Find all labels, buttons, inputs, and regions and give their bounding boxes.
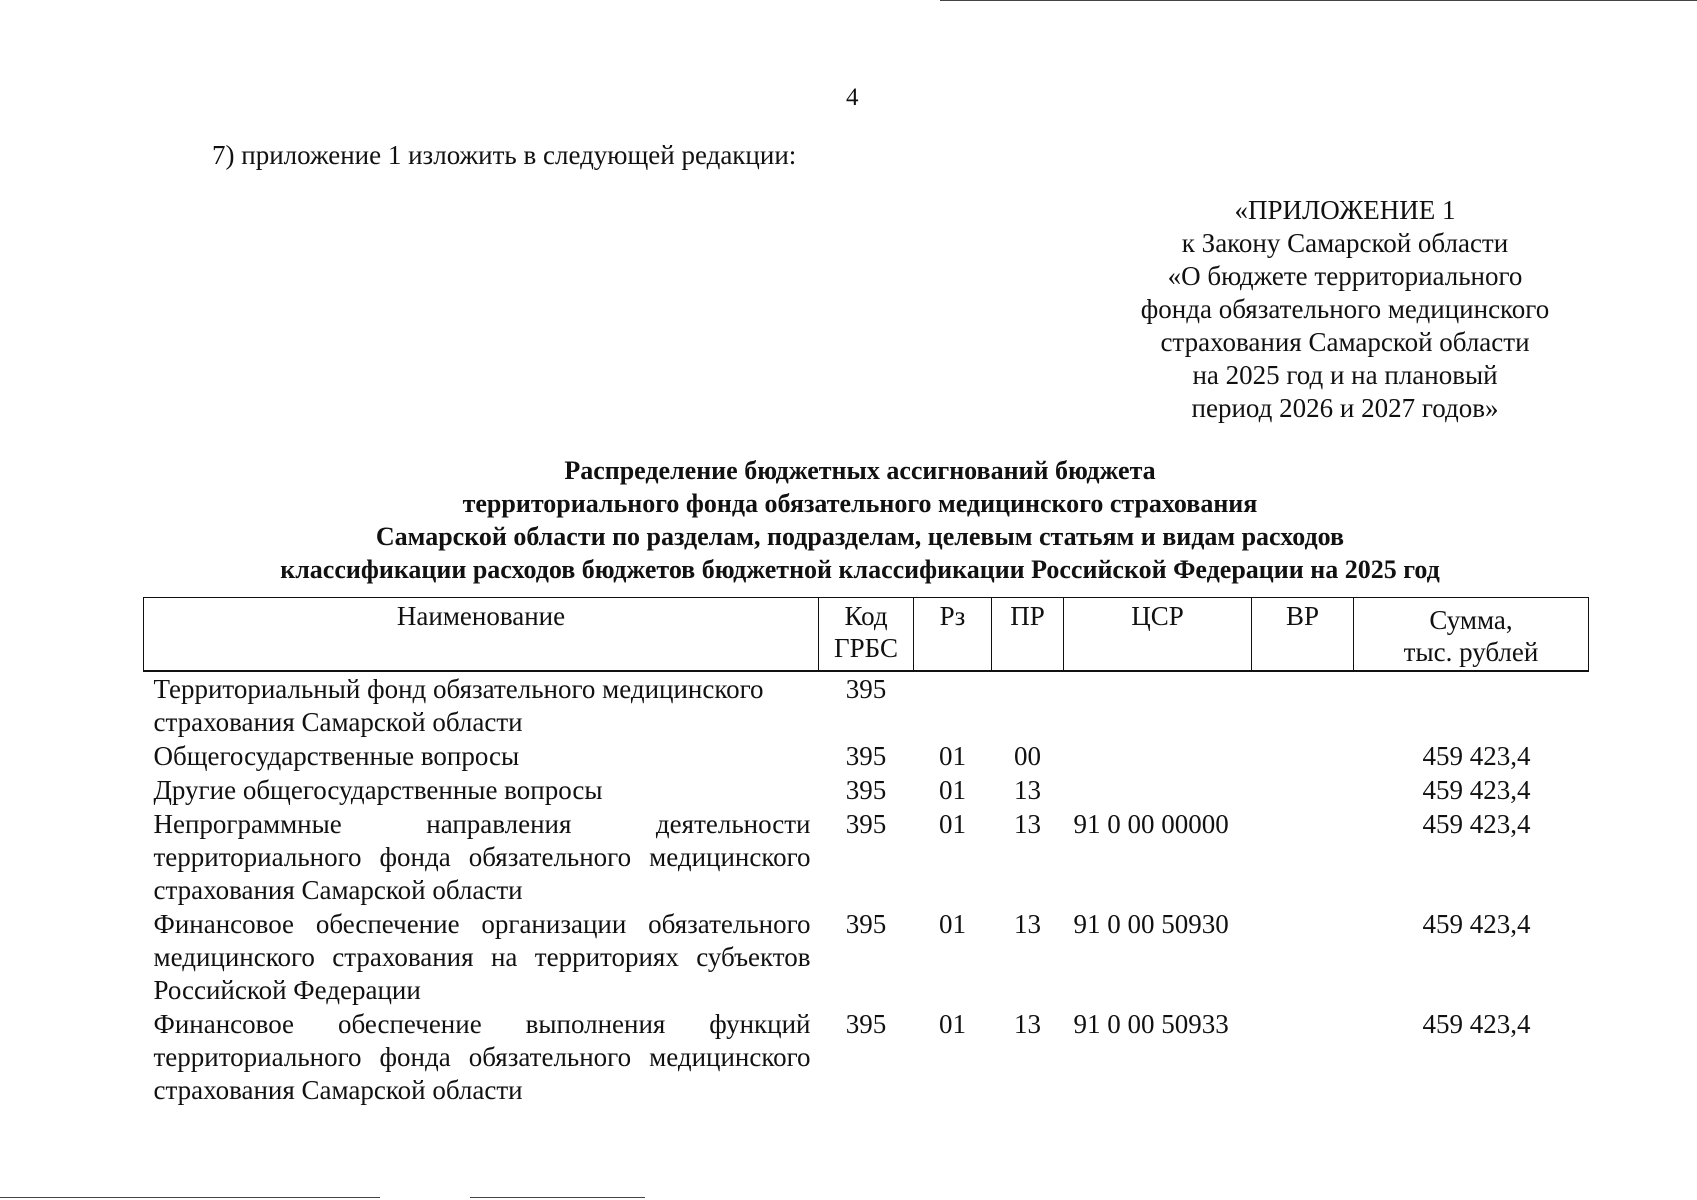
table-row <box>144 671 1589 739</box>
header-name: Наименование <box>144 598 819 672</box>
cell-vr <box>1252 1007 1354 1107</box>
cell-csr <box>1064 739 1252 773</box>
title-line: классификации расходов бюджетов бюджетной классификации Российской Федерации на 2025 год <box>280 555 1440 584</box>
appendix-line: к Закону Самарской области <box>1181 228 1509 258</box>
scan-edge-bottom-mid <box>470 1197 645 1198</box>
appendix-line: период 2026 и 2027 годов» <box>1191 393 1499 423</box>
cell-rz: 01 <box>939 775 966 805</box>
cell-name: Территориальный фонд обязательного медицинского страхования Самарской области <box>153 674 764 737</box>
title-line: территориального фонда обязательного медицинского страхования <box>462 489 1258 518</box>
cell-pr: 13 <box>1014 809 1041 839</box>
cell-code: 395 <box>845 741 887 771</box>
cell-vr <box>1252 671 1354 739</box>
cell-rz: 01 <box>939 909 966 939</box>
cell-rz: 01 <box>939 741 966 771</box>
scan-edge-bottom-left <box>0 1197 380 1198</box>
cell-sum: 459 423,4 <box>1422 1009 1531 1039</box>
cell-csr <box>1064 671 1252 739</box>
appendix-line: страхования Самарской области <box>1160 327 1530 357</box>
title-line: Самарской области по разделам, подразделам, целевым статьям и видам расходов <box>375 522 1345 551</box>
table-row <box>144 773 1589 807</box>
cell-pr: 13 <box>1014 775 1041 805</box>
document-title <box>150 454 1570 586</box>
cell-code: 395 <box>845 674 887 704</box>
cell-code: 395 <box>845 809 887 839</box>
cell-code: 395 <box>845 1009 887 1039</box>
cell-rz <box>914 671 992 739</box>
cell-sum: 459 423,4 <box>1422 775 1531 805</box>
table-header-row <box>144 598 1589 672</box>
cell-pr: 13 <box>1014 1009 1041 1039</box>
header-code: Код ГРБС <box>819 598 914 672</box>
page-number: 4 <box>846 84 859 111</box>
table-row <box>144 907 1589 1007</box>
appendix-line: «ПРИЛОЖЕНИЕ 1 <box>1234 195 1456 225</box>
cell-name: Финансовое обеспечение организации обязательного медицинского страхования на территориях субъектов Российской Федерации <box>153 909 811 1005</box>
cell-vr <box>1252 907 1354 1007</box>
header-rz: Рз <box>914 598 992 672</box>
header-sum: Сумма, тыс. рублей <box>1354 598 1589 672</box>
cell-code: 395 <box>845 909 887 939</box>
cell-csr <box>1064 773 1252 807</box>
cell-csr: 91 0 00 00000 <box>1073 809 1229 839</box>
table-row <box>144 807 1589 907</box>
cell-name: Непрограммные направления деятельности территориального фонда обязательного медицинского страхования Самарской области <box>153 809 811 905</box>
cell-pr: 00 <box>1014 741 1041 771</box>
cell-pr <box>992 671 1064 739</box>
cell-vr <box>1252 807 1354 907</box>
budget-table <box>143 597 1589 1107</box>
cell-name: Общегосударственные вопросы <box>153 741 520 771</box>
cell-sum: 459 423,4 <box>1422 909 1531 939</box>
cell-code: 395 <box>845 775 887 805</box>
cell-name: Финансовое обеспечение выполнения функций территориального фонда обязательного медицинского страхования Самарской области <box>153 1009 811 1105</box>
cell-name: Другие общегосударственные вопросы <box>153 775 603 805</box>
table-row <box>144 739 1589 773</box>
cell-csr: 91 0 00 50933 <box>1073 1009 1229 1039</box>
header-vr: ВР <box>1252 598 1354 672</box>
cell-csr: 91 0 00 50930 <box>1073 909 1229 939</box>
appendix-heading <box>1100 194 1590 425</box>
intro-text: 7) приложение 1 изложить в следующей редакции: <box>212 140 797 170</box>
cell-rz: 01 <box>939 1009 966 1039</box>
appendix-line: «О бюджете территориального <box>1167 261 1523 291</box>
header-pr: ПР <box>992 598 1064 672</box>
header-csr: ЦСР <box>1064 598 1252 672</box>
cell-sum: 459 423,4 <box>1422 741 1531 771</box>
title-line: Распределение бюджетных ассигнований бюджета <box>564 456 1156 485</box>
cell-vr <box>1252 739 1354 773</box>
cell-sum: 459 423,4 <box>1422 809 1531 839</box>
cell-vr <box>1252 773 1354 807</box>
appendix-line: на 2025 год и на плановый <box>1192 360 1498 390</box>
appendix-line: фонда обязательного медицинского <box>1140 294 1550 324</box>
cell-rz: 01 <box>939 809 966 839</box>
cell-pr: 13 <box>1014 909 1041 939</box>
table-row <box>144 1007 1589 1107</box>
cell-sum <box>1354 671 1589 739</box>
scan-edge-top <box>940 0 1697 1</box>
